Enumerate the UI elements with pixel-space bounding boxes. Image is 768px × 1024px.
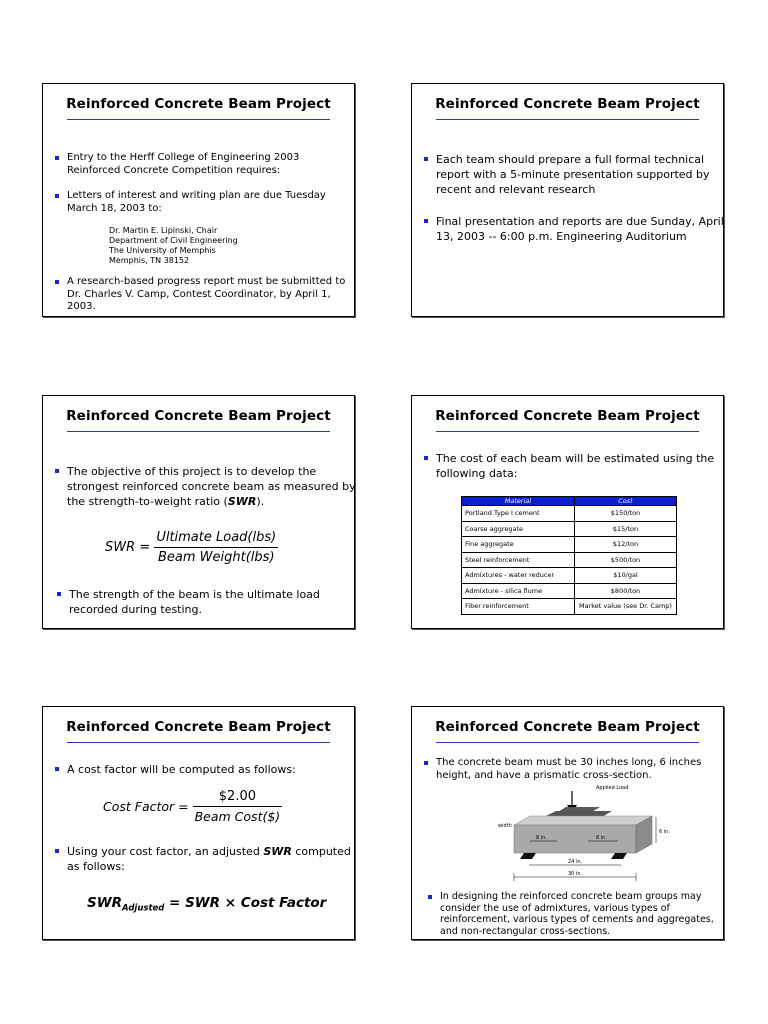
bullet-strength: The strength of the beam is the ultimate load recorded during testing. [57, 587, 359, 617]
bullet-letters: Letters of interest and writing plan are due Tuesday March 18, 2003 to: [55, 190, 347, 215]
slide-title: Reinforced Concrete Beam Project [435, 408, 700, 424]
formula-fraction [154, 530, 278, 565]
address-line: Memphis, TN 38152 [109, 256, 190, 265]
table-row [462, 537, 677, 553]
slide-4 [411, 395, 724, 629]
adjusted-end: computed as follows: [67, 845, 351, 873]
table-cell: Admixture - silica flume [462, 583, 575, 599]
table-header: Cost [575, 497, 677, 506]
beam-top-face [514, 816, 652, 825]
formula-denominator: Beam Cost($) [194, 809, 281, 824]
left-offset-label: 8 in. [536, 835, 547, 841]
table-cell: Fiber reinforcement [462, 599, 575, 615]
table-row [462, 506, 677, 522]
formula-subscript: Adjusted [122, 903, 165, 914]
address-line: The University of Memphis [109, 246, 216, 255]
slide-5 [42, 706, 355, 940]
formula-rhs: = SWR × Cost Factor [164, 895, 327, 911]
table-cell: Fine aggregate [462, 537, 575, 553]
bullet-design-considerations: In designing the reinforced concrete beam groups may consider the use of admixtures, various types of reinforcement, various types of cements and aggregates, and non-rectangular cross-sections. [428, 891, 730, 937]
bullet-cost-factor: A cost factor will be computed as follows: [55, 762, 357, 777]
title-rule [436, 431, 699, 432]
beam-front-face [514, 825, 636, 853]
cost-factor-formula [103, 789, 282, 824]
title-rule [436, 742, 699, 743]
adjusted-text: Using your cost factor, an adjusted [67, 845, 264, 858]
slide-title: Reinforced Concrete Beam Project [66, 408, 331, 424]
title-rule [436, 119, 699, 120]
right-support [611, 853, 627, 859]
slide-title: Reinforced Concrete Beam Project [435, 96, 700, 112]
table-header: Material [462, 497, 575, 506]
table-cell: $12/ton [575, 537, 677, 553]
bullet-entry: Entry to the Herff College of Engineering 2003 Reinforced Concrete Competition requires: [55, 152, 347, 177]
table-cell: $150/ton [575, 506, 677, 522]
swr-abbr: SWR [263, 845, 292, 858]
table-cell: Admixtures - water reducer [462, 568, 575, 584]
objective-text: The objective of this project is to develop the strongest reinforced concrete beam as measured by the strength-to-weight ratio ( [67, 465, 356, 508]
table-header-row [462, 497, 677, 506]
formula-numerator: Ultimate Load(lbs) [154, 530, 278, 548]
height-label: 6 in. [659, 829, 670, 835]
formula-lhs: SWR = [105, 540, 151, 555]
width-label: width [498, 823, 512, 829]
formula-lhs: Cost Factor = [103, 799, 189, 814]
bullet-beam-dimensions: The concrete beam must be 30 inches long, 6 inches height, and have a prismatic cross-section. [424, 757, 726, 782]
slide-2 [411, 83, 724, 317]
title-rule [67, 742, 330, 743]
bullet-final-presentation: Final presentation and reports are due Sunday, April 13, 2003 -- 6:00 p.m. Engineering Auditorium [424, 214, 726, 244]
cost-table [461, 496, 677, 615]
address-line: Department of Civil Engineering [109, 236, 238, 245]
adjusted-swr-formula [87, 895, 326, 914]
span-label: 24 in. [568, 859, 583, 865]
formula-denominator: Beam Weight(lbs) [158, 550, 275, 565]
table-cell: Coarse aggregate [462, 521, 575, 537]
table-cell: Portland Type I cement [462, 506, 575, 522]
slide-3 [42, 395, 355, 629]
objective-end: ). [256, 495, 265, 508]
title-rule [67, 119, 330, 120]
bullet-adjusted-swr [55, 844, 357, 874]
address-block [109, 226, 238, 266]
slide-title: Reinforced Concrete Beam Project [66, 719, 331, 735]
left-support [520, 853, 536, 859]
formula-swr: SWR [87, 895, 123, 911]
formula-fraction [193, 789, 283, 824]
table-cell: Steel reinforcement [462, 552, 575, 568]
swr-formula [105, 530, 278, 565]
bullet-objective [55, 464, 357, 509]
title-rule [67, 431, 330, 432]
slide-title: Reinforced Concrete Beam Project [435, 719, 700, 735]
table-row [462, 552, 677, 568]
applied-load-label: Applied Load [596, 785, 629, 791]
bullet-report: Each team should prepare a full formal technical report with a 5-minute presentation supported by recent and relevant research [424, 152, 726, 197]
table-row [462, 568, 677, 584]
table-cell: $500/ton [575, 552, 677, 568]
slide-title: Reinforced Concrete Beam Project [66, 96, 331, 112]
table-cell: Market value (see Dr. Camp) [575, 599, 677, 615]
bullet-cost-estimate: The cost of each beam will be estimated using the following data: [424, 451, 726, 481]
formula-numerator: $2.00 [193, 789, 283, 807]
table-row [462, 583, 677, 599]
beam-diagram [412, 783, 725, 895]
slide-6 [411, 706, 724, 940]
table-cell: $15/ton [575, 521, 677, 537]
swr-abbr: SWR [227, 495, 257, 508]
table-row [462, 521, 677, 537]
right-offset-label: 8 in. [596, 835, 607, 841]
table-cell: $800/ton [575, 583, 677, 599]
table-cell: $10/gal [575, 568, 677, 584]
length-label: 30 in. [568, 871, 583, 877]
slide-1 [42, 83, 355, 317]
bullet-progress-report: A research-based progress report must be submitted to Dr. Charles V. Camp, Contest Coordinator, by April 1, 2003. [55, 276, 357, 314]
address-line: Dr. Martin E. Lipinski, Chair [109, 226, 218, 235]
table-row [462, 599, 677, 615]
